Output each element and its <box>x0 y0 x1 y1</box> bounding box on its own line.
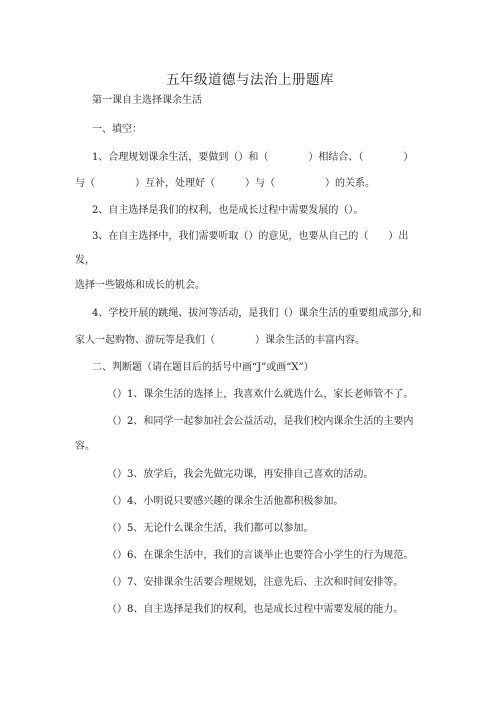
section-fill-heading: 一、填空： <box>92 124 142 135</box>
question-2: 2、自主选择是我们的权利，也是成长过程中需要发展的（）。 <box>92 205 364 216</box>
judge-item-1: （）1、课余生活的选择上，我喜欢什么就选什么，家长老师管不了。 <box>107 389 414 400</box>
judge-item-3: （）3、放学后，我会先做完功课，再安排自己喜欢的活动。 <box>107 469 374 480</box>
judge-item-5: （）5、无论什么课余生活，我们都可以参加。 <box>107 523 314 534</box>
question-3-line-3: 选择一些锻炼和成长的机会。 <box>75 280 205 291</box>
question-4-line-2: 家人一起购物、游玩等是我们（ ）课余生活的丰富内容。 <box>75 335 365 346</box>
judge-item-4: （）4、小明说只要感兴趣的课余生活他都积极参加。 <box>107 496 344 507</box>
question-3-line-2: 发， <box>75 255 95 266</box>
section-judge-heading: 二、判断题（请在题目后的括号中画“J”或画“X”） <box>92 362 314 373</box>
page-title: 五年级道德与法治上册题库 <box>166 72 334 88</box>
judge-item-2: （）2、和同学一起参加社会公益活动，是我们校内课余生活的主要内 <box>107 416 414 427</box>
question-3-line-1: 3、在自主选择中，我们需要听取（）的意见，也要从自己的（ ）出 <box>92 231 409 242</box>
judge-item-2-wrap: 容。 <box>75 441 95 452</box>
judge-item-8: （）8、自主选择是我们的权利，也是成长过程中需要发展的能力。 <box>107 604 404 615</box>
question-4-line-1: 4、学校开展的跳绳、拔河等活动，是我们（）课余生活的重要组成部分,和 <box>92 308 422 319</box>
question-1-line-1: 1、合理规划课余生活，要做到（）和（ ）相结合、（ ） <box>92 152 414 163</box>
lesson-heading: 第一课自主选择课余生活 <box>92 95 202 106</box>
judge-item-6: （）6、在课余生活中，我们的言谈举止也要符合小学生的行为规范。 <box>107 550 414 561</box>
judge-item-7: （）7、安排课余生活要合理规划，注意先后、主次和时间安排等。 <box>107 577 404 588</box>
question-1-line-2: 与（ ）互补，处理好（ ）与（ ）的关系。 <box>75 178 375 189</box>
